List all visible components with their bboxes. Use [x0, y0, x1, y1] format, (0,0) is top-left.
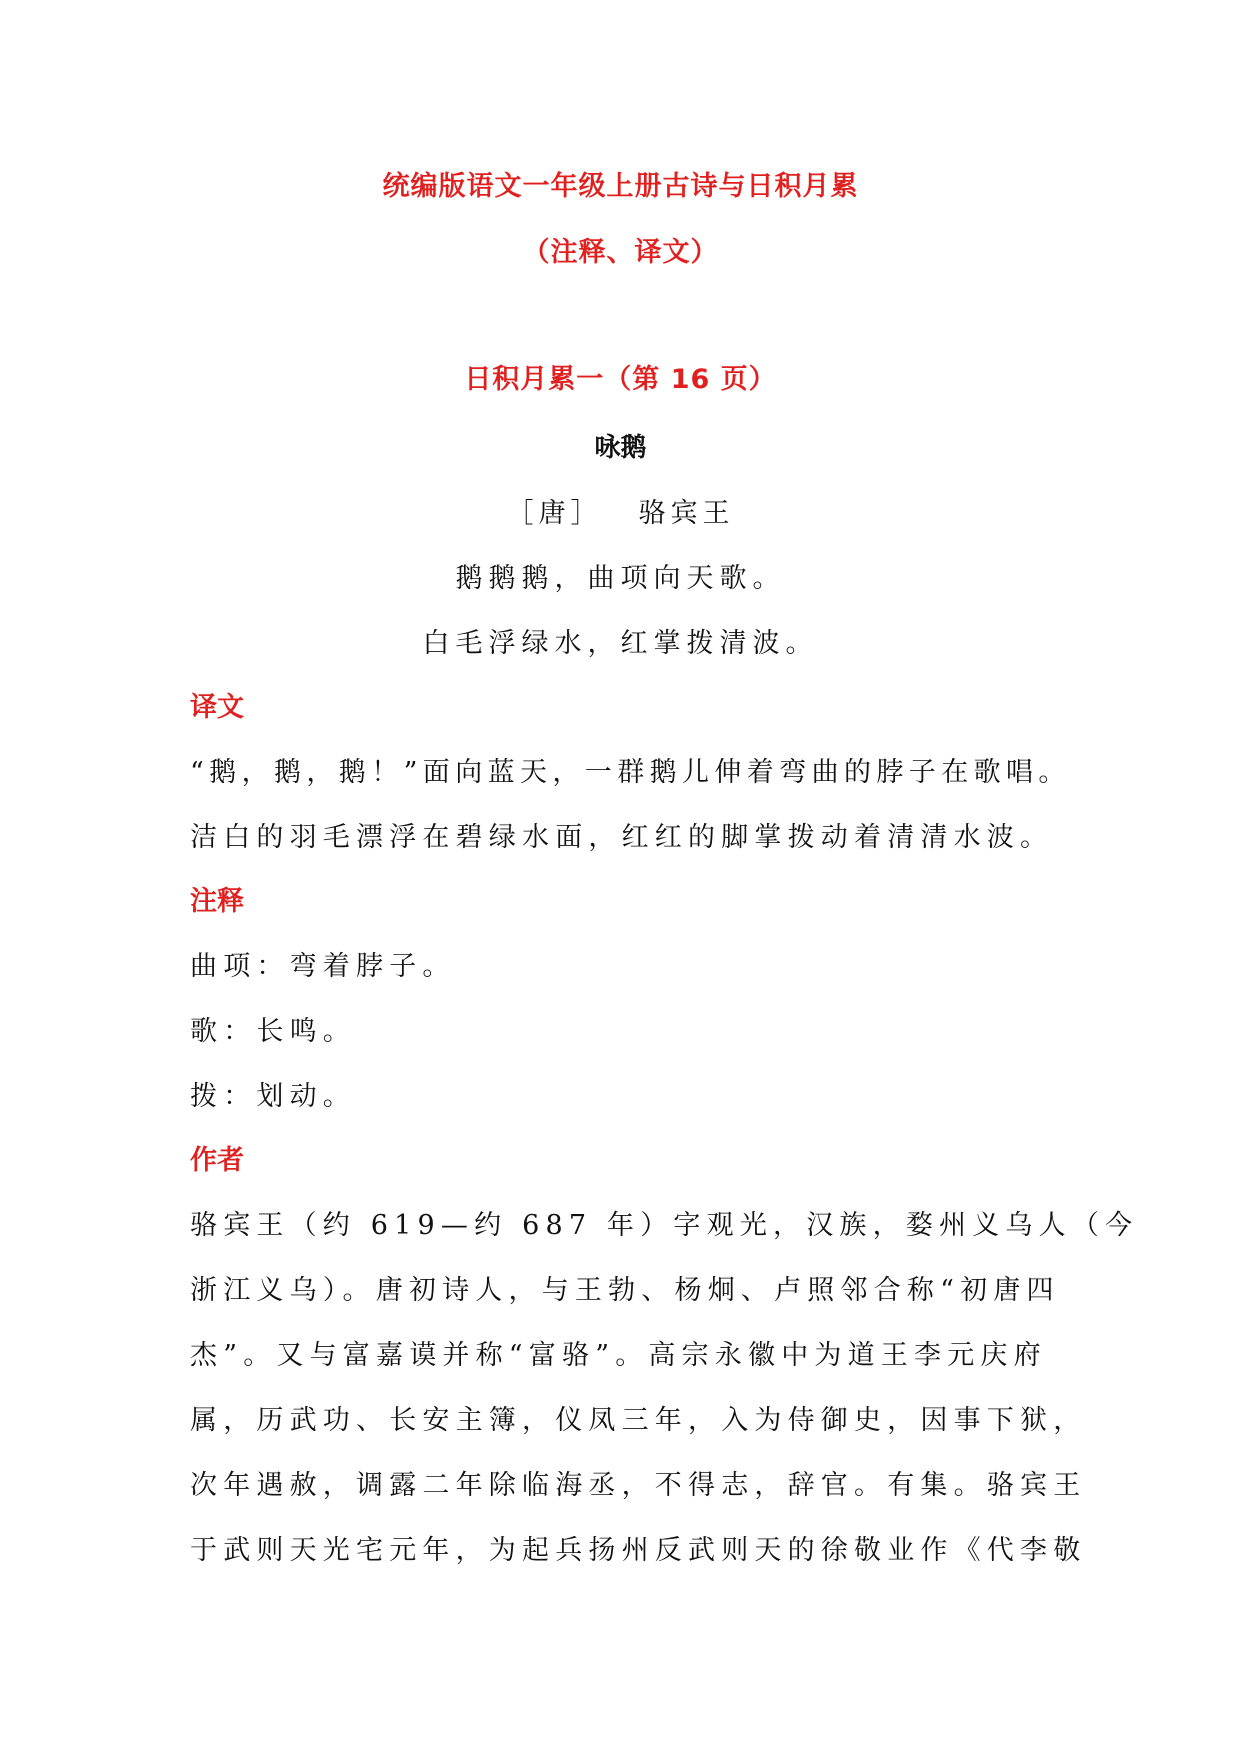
note-item: 曲项：弯着脖子。 — [190, 951, 456, 982]
author-bio-line: 属，历武功、长安主簿，仪凤三年，入为侍御史，因事下狱， — [190, 1405, 1087, 1436]
note-item: 歌：长鸣。 — [190, 1016, 356, 1047]
translation-heading: 译文 — [190, 692, 244, 723]
document-subtitle: （注释、译文） — [522, 237, 719, 268]
poem-byline — [0, 491, 1241, 530]
translation-line: “鹅，鹅，鹅！”面向蓝天，一群鹅儿伸着弯曲的脖子在歌唱。 — [190, 757, 1071, 788]
poem-title: 咏鹅 — [594, 433, 647, 463]
poem-dynasty: ［唐］ — [506, 498, 603, 529]
note-item: 拨：划动。 — [190, 1081, 356, 1112]
author-bio-line: 于武则天光宅元年，为起兵扬州反武则天的徐敬业作《代李敬 — [190, 1535, 1087, 1566]
translation-line: 洁白的羽毛漂浮在碧绿水面，红红的脚掌拨动着清清水波。 — [190, 822, 1054, 853]
author-bio-line: 次年遇赦，调露二年除临海丞，不得志，辞官。有集。骆宾王 — [190, 1470, 1087, 1501]
author-bio-line: 骆宾王（约 619—约 687 年）字观光，汉族，婺州义乌人（今 — [190, 1210, 1139, 1241]
poem-author: 骆宾王 — [638, 498, 735, 529]
section-title: 日积月累一（第 16 页） — [464, 364, 777, 395]
author-heading: 作者 — [190, 1145, 244, 1176]
author-bio-line: 浙江义乌）。唐初诗人，与王勃、杨炯、卢照邻合称“初唐四 — [190, 1275, 1060, 1306]
document-title: 统编版语文一年级上册古诗与日积月累 — [382, 171, 859, 202]
poem-line: 鹅鹅鹅，曲项向天歌。 — [455, 563, 786, 594]
author-bio-line: 杰”。又与富嘉谟并称“富骆”。高宗永徽中为道王李元庆府 — [190, 1340, 1047, 1371]
poem-line: 白毛浮绿水，红掌拨清波。 — [422, 628, 819, 659]
notes-heading: 注释 — [190, 886, 244, 917]
